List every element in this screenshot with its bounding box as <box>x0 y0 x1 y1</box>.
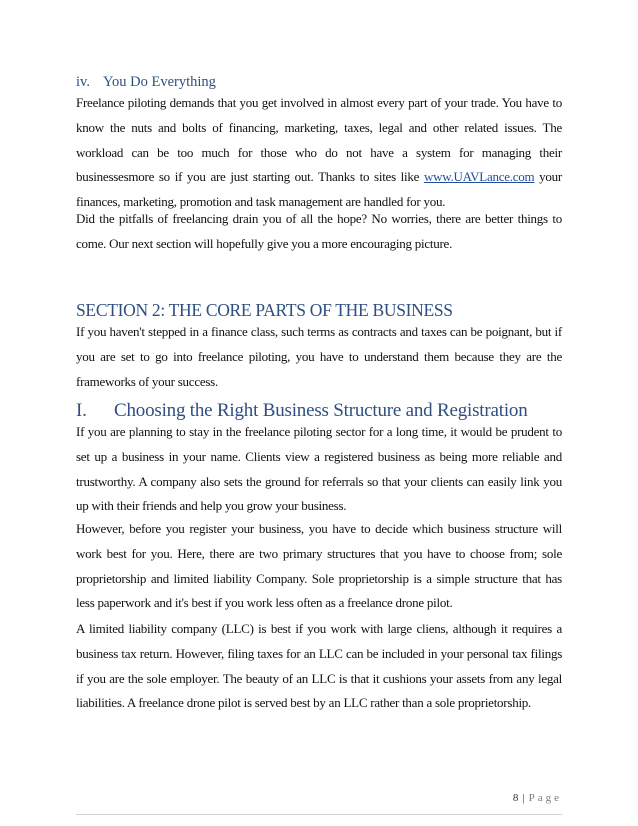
heading-number: I. <box>76 400 87 421</box>
footer-separator: | <box>522 792 525 804</box>
body-paragraph-block-1 <box>76 420 562 519</box>
section-heading: SECTION 2: THE CORE PARTS OF THE BUSINESS <box>76 300 453 320</box>
subsection-number: iv. <box>76 74 90 90</box>
page-label: Page <box>528 792 562 804</box>
body-paragraph-block-2 <box>76 517 562 616</box>
intro-paragraph-block <box>76 91 562 215</box>
page-footer <box>513 792 562 804</box>
body-paragraph: If you are planning to stay in the freelance piloting sector for a long time, it would be prudent to set up a business in your name. Clients view a registered business as being more reliable and trustworthy. A company also sets the ground for referrals so that your clients can easily link you up with their friends and help you grow your business. <box>76 424 562 514</box>
intro-paragraph-block-2 <box>76 207 562 257</box>
intro-paragraph-1: Freelance piloting demands that you get involved in almost every part of your trade. You have to know the nuts and bolts of financing, marketing, taxes, legal and other related issues. The workload can be too much for those who do not have a system for managing their businessesmore so if you are just starting out. Thanks to sites like www.UAVLance.com your finances, marketing, promotion and task management are handled for you. <box>76 95 562 210</box>
intro-paragraph-2: Did the pitfalls of freelancing drain you of all the hope? No worries, there are better things to come. Our next section will hopefully give you a more encouraging picture. <box>76 211 562 251</box>
uavlance-link[interactable]: www.UAVLance.com <box>423 169 535 185</box>
section-paragraph-block <box>76 320 562 394</box>
body-paragraph: However, before you register your business, you have to decide which business structure will work best for you. Here, there are two primary structures that you have to choose from; sole proprietorship and limited liability Company. Sole proprietorship is a simple structure that has less paperwork and it's best if you work less often as a freelance drone pilot. <box>76 521 562 611</box>
body-paragraph: A limited liability company (LLC) is best if you work with large cliens, although it requires a business tax return. However, filing taxes for an LLC can be included in your personal tax filings if you are the sole employer. The beauty of an LLC is that it cushions your assets from any legal liabilities. A freelance drone pilot is served best by an LLC rather than a sole proprietorship. <box>76 621 562 711</box>
business-structure-heading <box>76 400 528 422</box>
heading-title: Choosing the Right Business Structure and Registration <box>114 400 528 421</box>
subsection-heading <box>76 74 216 91</box>
subsection-title: You Do Everything <box>103 74 216 90</box>
section-paragraph: If you haven't stepped in a finance class, such terms as contracts and taxes can be poignant, but if you are set to go into freelance piloting, you have to understand them because they are the frameworks of your success. <box>76 324 562 389</box>
body-paragraph-block-3 <box>76 617 562 716</box>
page-number: 8 <box>512 792 519 804</box>
footer-divider <box>76 814 562 815</box>
